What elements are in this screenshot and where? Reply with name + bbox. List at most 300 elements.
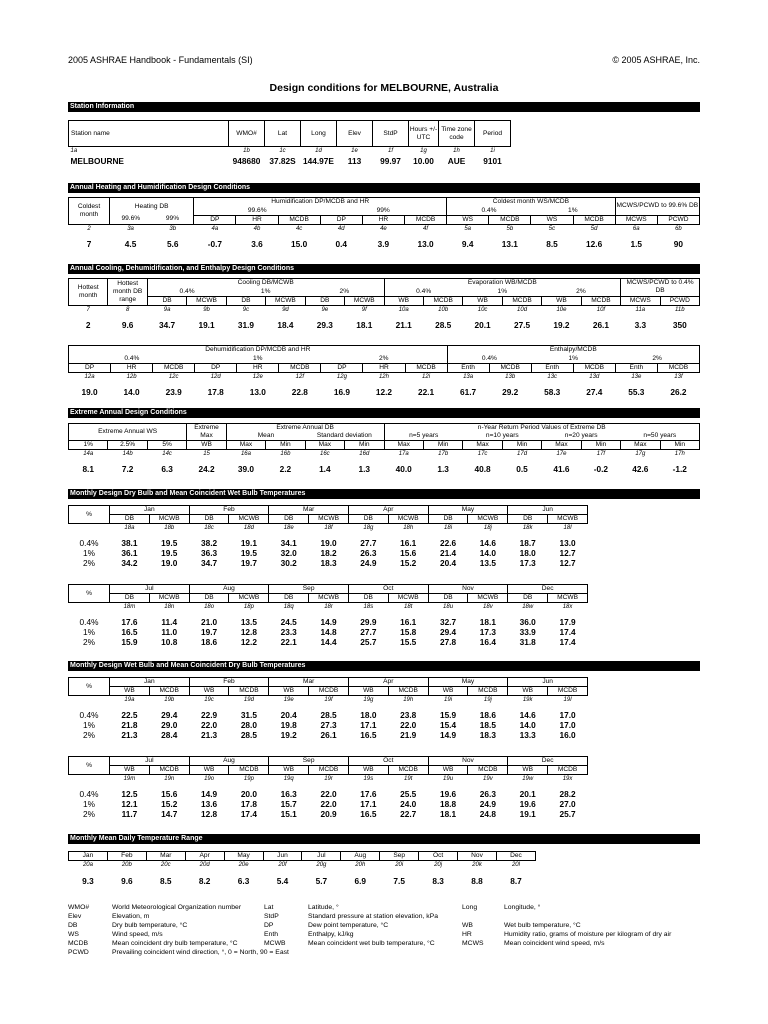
value-cell: 18.8 [439,799,457,809]
table-cell: MCDB [657,363,699,372]
table-cell: WB [508,766,548,775]
station-value-cell: 948680 [232,156,261,166]
value-cell: 6.9 [354,876,367,886]
table-cell: MCWB [266,296,305,305]
code-cell: 1c [279,148,286,154]
code-cell: 20f [278,862,287,868]
code-cell: 20e [238,862,249,868]
table-cell: Extreme Annual DB [226,424,384,433]
table-cell [69,524,110,533]
station-header-cell: Elev [337,121,373,147]
value-cell: 58.3 [544,386,561,397]
table-cell: Jun [508,678,588,687]
table-cell: Jul [110,757,190,766]
value-cell: 22.0 [320,789,337,799]
code-cell: 13f [674,373,683,380]
code-cell: 20k [472,862,482,868]
table-row [69,441,700,450]
table-cell: MCWB [345,296,384,305]
value-cell: 14.9 [439,730,457,740]
code-cell: 17g [635,451,646,457]
section-monthly-wb-bar: Monthly Design Wet Bulb and Mean Coincident Dry Bulb Temperatures [68,661,700,671]
percent-cell: 1% [83,548,95,558]
legend-abbrev: HR [462,931,472,938]
code-cell: 18s [363,604,374,610]
code-cell: 18n [164,604,175,610]
value-cell: 26.2 [670,386,687,397]
code-cell: 20c [160,862,171,868]
code-cell: 15 [203,451,210,457]
table-cell: MCWB [388,515,428,524]
table-cell: 2.5% [108,441,147,450]
station-header-cell: Long [301,121,337,147]
value-cell: 31.8 [519,637,536,647]
value-cell: 16.5 [360,730,377,740]
table-cell: DB [508,594,548,603]
station-value-cell: 99.97 [380,156,401,166]
table-cell: MCDB [581,296,620,305]
station-header-cell: Lat [265,121,301,147]
value-cell: 18.0 [360,710,377,720]
code-cell: 12i [422,373,431,380]
value-cell: 19.2 [553,319,570,330]
code-cell: 12g [336,373,347,380]
code-cell: 19l [563,697,572,703]
table-cell: May [224,852,263,861]
value-cell: 11.0 [161,627,178,637]
percent-cell: 0.4% [79,617,99,627]
station-header-cell: Station name [69,121,229,147]
value-cell: 20.1 [474,319,491,330]
value-cell: 34.2 [121,558,138,568]
table-cell: Dec [508,757,588,766]
code-cell: 12h [378,373,389,380]
table-cell: WB [189,766,229,775]
value-cell: 13.0 [559,538,576,548]
value-cell: 16.0 [559,730,576,740]
table-cell [69,775,110,784]
station-value-cell: 37.82S [269,156,296,166]
code-cell: 10a [398,306,409,313]
table-row [69,515,588,524]
value-cell: 28.5 [435,319,452,330]
legend-definition: World Meteorological Organization number [112,904,242,911]
table-cell: Oct [419,852,458,861]
table-cell [69,603,110,612]
station-value-cell: 10.00 [413,156,434,166]
table-row [69,424,700,433]
table-cell: MCWB [309,594,349,603]
value-cell: 12.1 [121,799,138,809]
legend-abbrev: WS [68,931,79,938]
code-cell: 3b [169,225,177,232]
table-cell: MCDB [468,766,508,775]
value-cell: 21.3 [200,730,218,740]
value-cell: -0.7 [207,238,222,249]
table-cell: 1% [260,287,271,295]
code-cell: 20b [121,862,132,868]
code-cell: 17e [556,451,567,457]
table-cell: MCDB [489,215,531,224]
code-cell: 12e [252,373,263,380]
code-cell: 17f [596,451,606,457]
value-cell: 19.0 [161,558,178,568]
code-cell: 18o [204,604,215,610]
table-cell: WB [384,296,423,305]
value-cell: 17.8 [240,799,257,809]
section-extreme-bar: Extreme Annual Design Conditions [68,408,700,418]
table-cell: Max [226,441,265,450]
table-cell: Coldest month WS/MCDB [447,198,616,207]
table-cell: MCDB [502,296,541,305]
value-cell: 26.1 [320,730,337,740]
monthly-wb-table-1 [68,677,588,740]
table-cell: DB [269,515,309,524]
value-cell: 17.3 [479,627,496,637]
code-cell: 19w [522,776,534,782]
value-cell: 21.3 [121,730,138,740]
value-cell: 23.3 [280,627,297,637]
table-cell: WS [531,215,573,224]
table-row [69,198,700,207]
code-cell: 19t [404,776,413,782]
table-row [69,766,588,775]
value-cell: 55.3 [628,386,645,397]
code-cell: 11a [635,306,646,313]
value-cell: 23.8 [400,710,417,720]
value-cell: 9.6 [121,319,134,330]
table-cell: Cooling DB/MCWB [147,279,384,288]
table-cell: May [428,678,508,687]
code-cell: 19a [124,697,135,703]
table-row [69,757,588,766]
value-cell: 9.6 [121,876,133,886]
monthly-wb-table-2 [68,756,588,819]
code-cell: 19m [123,776,136,782]
table-cell: Standard deviation [305,432,384,441]
table-row [69,730,588,740]
value-cell: -0.2 [593,464,609,474]
table-cell: % [69,678,110,696]
value-cell: 1.5 [630,238,643,249]
value-cell: 90 [673,238,684,249]
value-cell: 1.3 [358,464,371,474]
value-cell: 16.1 [400,538,417,548]
table-row [69,458,700,480]
code-cell: 13c [547,373,558,380]
value-cell: 19.0 [320,538,337,548]
value-cell: 19.1 [240,538,257,548]
code-cell: 1i [490,148,495,154]
monthly-db-table-2 [68,584,588,647]
value-cell: 24.5 [280,617,297,627]
table-cell: Max [621,441,660,450]
table-cell: MCDB [279,363,321,372]
value-cell: 13.0 [417,238,434,249]
cooling-table [68,278,700,336]
legend-definition: Longitude, ° [504,904,541,911]
table-cell: Jul [302,852,341,861]
table-cell: MCWB [548,594,588,603]
table-cell: MCDB [404,215,446,224]
code-cell: 14a [83,451,94,457]
header-left: 2005 ASHRAE Handbook - Fundamentals (SI) [68,55,253,65]
table-cell: DB [269,594,309,603]
value-cell: 26.3 [479,789,496,799]
table-row [69,678,588,687]
table-cell: MCDB [405,363,447,372]
value-cell: 32.0 [280,548,297,558]
code-cell: 16b [280,451,291,457]
station-header-cell: Period [475,121,511,147]
code-cell: 19r [324,776,333,782]
table-row [69,809,588,819]
code-cell: 19q [283,776,294,782]
legend-abbrev: WB [462,922,473,929]
table-cell: DB [348,594,388,603]
table-cell: MCWB [388,594,428,603]
table-cell: DP [321,363,363,372]
table-row [69,355,700,364]
value-cell: 2 [85,319,91,330]
table-cell: n=5 years [384,432,463,441]
table-cell: 99% [152,215,194,224]
legend-definition: Dew point temperature, °C [308,922,389,929]
code-cell: 5a [464,225,472,232]
value-cell: 6.3 [237,876,250,886]
code-cell: 12a [84,373,95,380]
table-cell: Humidification DP/MCDB and HR [194,198,447,207]
value-cell: 15.1 [280,809,297,819]
table-cell: Dec [508,585,588,594]
extreme-table [68,423,700,480]
value-cell: 29.3 [316,319,333,330]
value-cell: 28.2 [559,789,576,799]
legend-abbrev: MCDB [68,940,89,947]
value-cell: 14.0 [479,548,496,558]
table-row [69,603,588,612]
value-cell: 22.7 [400,809,417,819]
table-cell: % [69,506,110,524]
value-cell: 24.2 [198,464,215,474]
code-cell: 19u [443,776,454,782]
code-cell: 18w [522,604,534,610]
value-cell: 22.9 [200,710,218,720]
table-row [69,775,588,784]
table-row [69,799,588,809]
value-cell: 19.1 [198,319,215,330]
code-cell: 4d [337,225,345,232]
table-cell: Oct [348,757,428,766]
code-cell: 17h [674,451,685,457]
value-cell: 19.5 [161,538,178,548]
table-cell: 0.4% [147,288,226,297]
code-cell: 18p [243,604,254,610]
table-row [69,279,700,288]
legend-abbrev: Elev [68,913,82,920]
table-row [69,627,588,637]
table-cell: Min [502,441,541,450]
table-cell: 2% [615,355,699,364]
table-cell: WB [508,687,548,696]
code-cell: 16c [320,451,330,457]
value-cell: 25.5 [400,789,417,799]
table-cell: DB [110,594,150,603]
code-cell: 19i [444,697,453,703]
value-cell: 18.7 [519,538,536,548]
legend-definition: Prevailing coincident wind direction, °, 0 = North, 90 = East [112,949,289,956]
table-cell: Jun [263,852,302,861]
code-cell: 20a [82,862,93,868]
value-cell: -1.2 [672,464,687,474]
value-cell: 13.1 [501,238,518,249]
value-cell: 23.9 [165,386,182,397]
legend-definition: Humidity ratio, grams of moisture per kilogram of dry air [504,931,672,938]
value-cell: 15.6 [400,548,417,558]
code-cell: 1f [387,148,393,154]
code-cell: 4f [423,225,429,232]
table-cell: Jan [110,506,190,515]
value-cell: 18.6 [479,710,496,720]
table-cell: Feb [107,852,146,861]
table-cell: MCWB [468,594,508,603]
value-cell: 27.8 [439,637,457,647]
value-cell: 12.2 [375,386,393,397]
table-cell: Mean [226,432,305,441]
value-cell: 13.6 [200,799,218,809]
value-cell: 26.3 [360,548,377,558]
value-cell: 29.4 [161,710,178,720]
station-value-cell: 144.97E [303,156,334,166]
station-value-cell: MELBOURNE [70,156,124,166]
table-cell: Sep [269,757,349,766]
legend-definition: Latitude, ° [308,904,339,911]
table-cell: 0.4% [384,288,463,297]
table-cell: WB [463,296,502,305]
table-cell: Jan [110,678,190,687]
table-cell: 0.4% [447,207,531,216]
table-cell: Min [345,441,384,450]
value-cell: 6.3 [161,464,173,474]
value-cell: 8.7 [510,876,522,886]
code-cell: 5d [590,225,598,232]
value-cell: 11.4 [161,617,178,627]
code-cell: 18m [123,604,136,610]
range-table [68,851,536,893]
code-cell: 16d [359,451,370,457]
table-cell: WB [348,766,388,775]
table-cell: Coldest month [69,198,110,225]
code-cell: 1b [243,148,250,154]
table-cell: Jul [110,585,190,594]
table-cell: MCDB [149,687,189,696]
value-cell: 33.9 [519,627,536,637]
table-cell: Evaporation WB/MCDB [384,279,621,288]
table-cell: Max [542,441,581,450]
value-cell: 20.9 [320,809,337,819]
percent-cell: 2% [83,558,95,568]
value-cell: 28.0 [240,720,257,730]
code-cell: 18e [283,525,294,531]
table-cell: MCWB [548,515,588,524]
table-cell: Min [266,441,305,450]
table-cell [69,696,110,705]
value-cell: 8.3 [432,876,444,886]
code-cell: 7 [86,306,90,313]
code-cell: 13a [463,373,474,380]
table-cell: MCDB [278,215,320,224]
value-cell: 39.0 [237,464,255,474]
value-cell: 41.6 [553,464,570,474]
table-cell: 99% [320,207,446,216]
section-station-bar: Station Information [68,102,700,112]
code-cell: 12d [210,373,221,380]
table-row [69,346,700,355]
table-row [69,869,536,893]
code-cell: 8 [125,306,130,313]
code-cell: 4b [253,225,261,232]
table-row [69,296,700,305]
table-cell: Heating DB [110,198,194,216]
table-row [69,314,700,336]
code-cell: 9b [203,306,210,313]
value-cell: 14.4 [320,637,337,647]
value-cell: 17.1 [360,720,377,730]
table-cell: Aug [189,585,269,594]
value-cell: 17.9 [559,617,576,627]
legend-definition: Enthalpy, kJ/kg [308,931,354,938]
code-cell: 19g [363,697,374,703]
table-cell: 99.6% [110,215,152,224]
value-cell: 22.6 [439,538,457,548]
table-cell: 1% [253,354,263,362]
value-cell: 18.2 [320,548,337,558]
value-cell: 14.0 [519,720,536,730]
table-cell: Apr [185,852,224,861]
table-cell: MCWB [309,515,349,524]
table-cell: DB [508,515,548,524]
value-cell: 7.2 [121,464,134,474]
value-cell: 20.1 [519,789,536,799]
table-row [69,852,536,861]
code-cell: 18x [562,604,573,610]
percent-cell: 0.4% [79,710,99,720]
table-cell: HR [111,363,153,372]
table-cell: WB [269,766,309,775]
code-cell: 10c [477,306,488,313]
code-cell: 18d [243,525,254,531]
table-cell: Oct [348,585,428,594]
table-cell: Min [581,441,620,450]
code-cell: 4c [295,225,303,232]
table-cell: 1% [497,287,508,295]
monthly-db-table-1 [68,505,588,568]
table-cell: DB [348,515,388,524]
section-range-bar: Monthly Mean Daily Temperature Range [68,834,700,844]
legend-abbrev: StdP [264,913,279,920]
code-cell: 6a [632,225,640,232]
table-cell: MCWS/PCWD to 0.4% DB [621,279,700,297]
table-cell: WS [447,215,489,224]
value-cell: 31.5 [240,710,257,720]
table-cell: Mar [146,852,185,861]
code-cell: 3a [127,225,134,232]
code-cell: 17a [398,451,409,457]
value-cell: 17.4 [559,627,576,637]
table-cell: Mar [269,678,349,687]
code-cell: 20j [434,862,443,868]
table-cell: Extreme [187,424,226,433]
